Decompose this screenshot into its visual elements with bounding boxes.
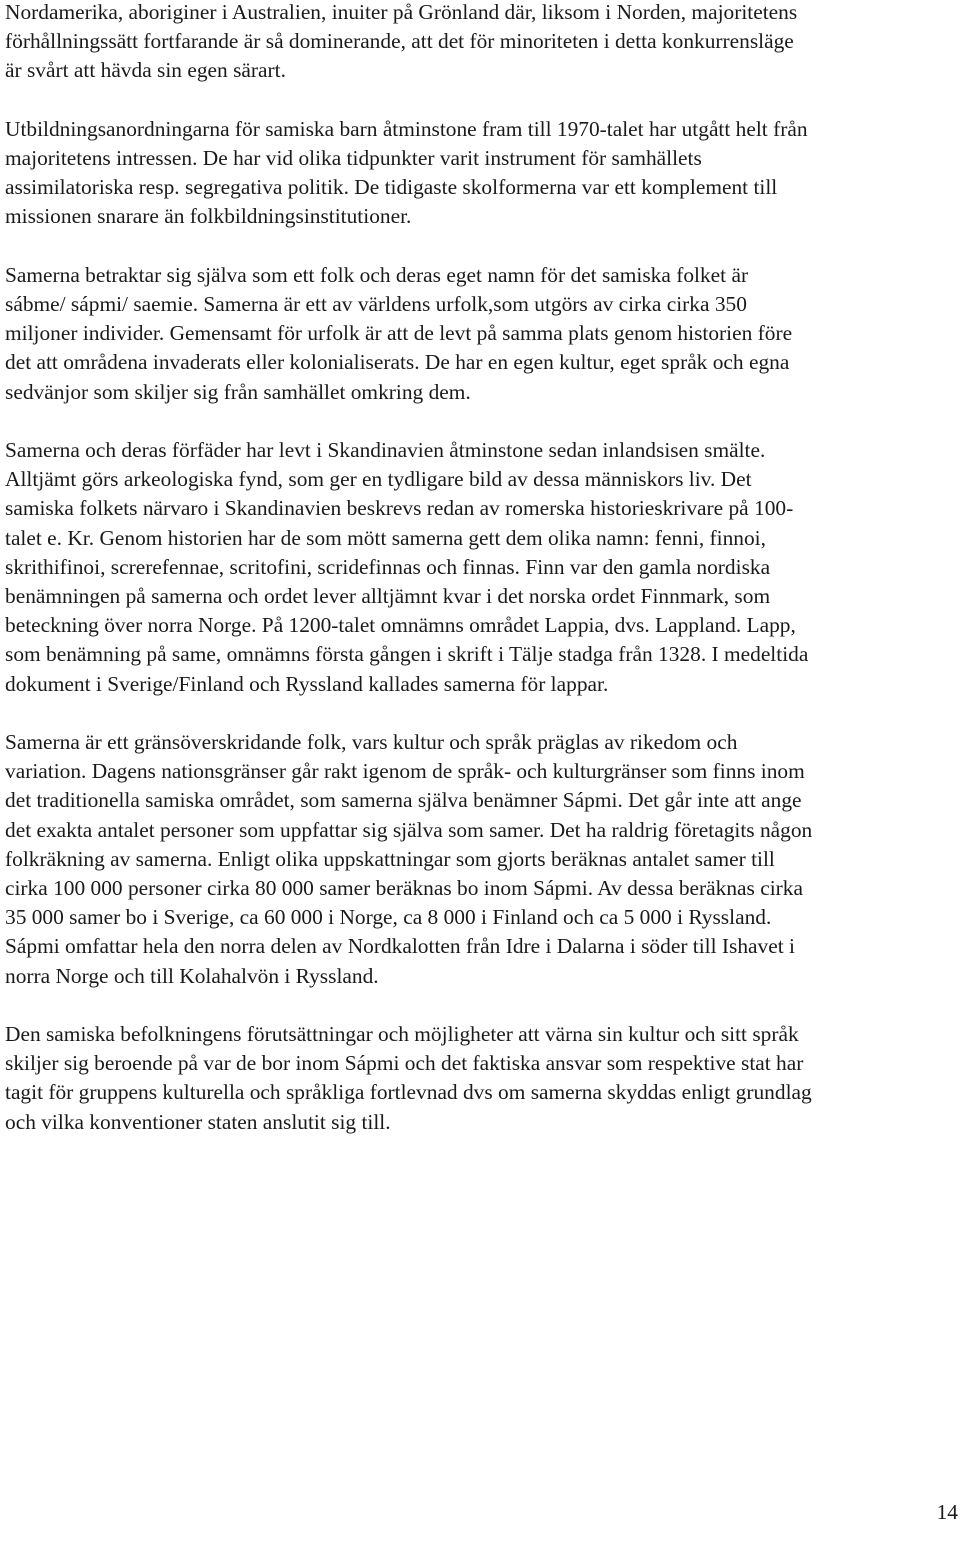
paragraph-utbildning: Utbildningsanordningarna för samiska barn åtminstone fram till 1970-talet har utgått helt från majoritetens intressen. De har vid olika tidpunkter varit instrument för samhällets assimilatoriska resp. segregativa politik. De tidigaste skolformerna var ett komplement till missionen snarare än folkbildningsinstitutioner. <box>5 116 808 229</box>
body-text <box>5 0 958 1166</box>
paragraph-urfolk-majoritet: Nordamerika, aboriginer i Australien, inuiter på Grönland där, liksom i Norden, majoritetens förhållningssätt fortfarande är så dominerande, att det för minoriteten i detta konkurrensläge är svårt att hävda sin egen särart. <box>5 0 798 83</box>
paragraph-sapmi: Samerna är ett gränsöverskridande folk, vars kultur och språk präglas av rikedom och variation. Dagens nationsgränser går rakt igenom de språk- och kulturgränser som finns inom det traditionella samiska området, som samerna själva benämner Sápmi. Det går inte att ange det exakta antalet personer som uppfattar sig själva som samer. Det ha raldrig företagits någon folkräkning av samerna. Enligt olika uppskattningar som gjorts beräknas antalet samer till cirka 100 000 personer cirka 80 000 samer beräknas bo inom Sápmi. Av dessa beräknas cirka 35 000 samer bo i Sverige, ca 60 000 i Norge, ca 8 000 i Finland och ca 5 000 i Ryssland. Sápmi omfattar hela den norra delen av Nordkalotten från Idre i Dalarna i söder till Ishavet i norra Norge och till Kolahalvön i Ryssland. <box>5 730 813 988</box>
paragraph-forutsattningar: Den samiska befolkningens förutsättningar och möjligheter att värna sin kultur och sitt språk skiljer sig beroende på var de bor inom Sápmi och det faktiska ansvar som respektive stat har tagit för gruppens kulturella och språkliga fortlevnad dvs om samerna skyddas enligt grundlag och vilka konventioner staten anslutit sig till. <box>5 1022 812 1134</box>
paragraph-historia: Samerna och deras förfäder har levt i Skandinavien åtminstone sedan inlandsisen smälte. Alltjämt görs arkeologiska fynd, som ger en tydligare bild av dessa människors liv. Det samiska folkets närvaro i Skandinavien beskrevs redan av romerska historieskrivare på 100- talet e. Kr. Genom historien har de som mött samerna gett dem olika namn: fenni, finnoi, skrithifinoi, screrefennae, scritofini, scridefinnas och finnas. Finn var den gamla nordiska benämningen på samerna och ordet lever alltjämnt kvar i det norska ordet Finnmark, som beteckning över norra Norge. På 1200-talet omnämns området Lappia, dvs. Lappland. Lapp, som benämning på same, omnämns första gången i skrift i Tälje stadga från 1328. I medeltida dokument i Sverige/Finland och Ryssland kallades samerna för lappar. <box>5 438 809 696</box>
page-number: 14 <box>936 1500 958 1524</box>
paragraph-samerna-folk: Samerna betraktar sig själva som ett folk och deras eget namn för det samiska folket är sábme/ sápmi/ saemie. Samerna är ett av världens urfolk,som utgörs av cirka cirka 350 miljoner individer. Gemensamt för urfolk är att de levt på samma plats genom historien före det att områdena invaderats eller kolonialiserats. De har en egen kultur, eget språk och egna sedvänjor som skiljer sig från samhället omkring dem. <box>5 262 793 404</box>
